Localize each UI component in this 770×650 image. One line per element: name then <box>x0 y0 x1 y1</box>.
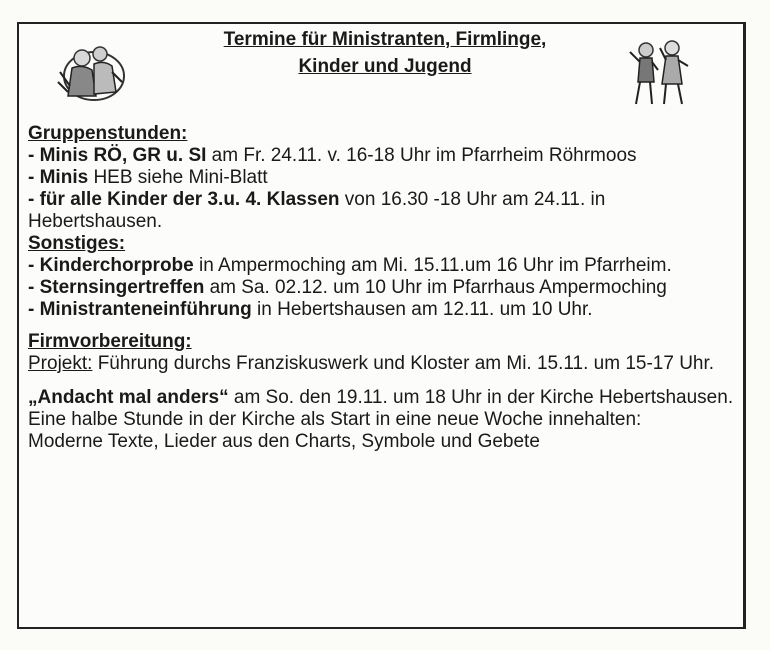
gruppen-item-2: - Minis HEB siehe Mini-Blatt <box>28 167 268 188</box>
firm-andacht: „Andacht mal anders“ am So. den 19.11. um 18 Uhr in der Kirche Hebertshausen. <box>28 387 734 408</box>
section-heading-firmvorbereitung: Firmvorbereitung: <box>28 331 192 352</box>
title-line-2: Kinder und Jugend <box>298 56 472 77</box>
sonstiges-item-2: - Sternsingertreffen am Sa. 02.12. um 10 Uhr im Pfarrhaus Ampermoching <box>28 277 667 298</box>
sonstiges-item-1: - Kinderchorprobe in Ampermoching am Mi. 15.11.um 16 Uhr im Pfarrheim. <box>28 255 672 276</box>
gruppen-item-1: - Minis RÖ, GR u. SI am Fr. 24.11. v. 16-18 Uhr im Pfarrheim Röhrmoos <box>28 145 637 166</box>
section-heading-sonstiges: Sonstiges: <box>28 233 126 254</box>
document-body <box>28 123 740 453</box>
section-heading-gruppenstunden: Gruppenstunden: <box>28 123 188 144</box>
children-clipart-icon <box>626 38 694 108</box>
firm-projekt: Projekt: Führung durchs Franziskuswerk und Kloster am Mi. 15.11. um 15-17 Uhr. <box>28 353 715 374</box>
title-line-1: Termine für Ministranten, Firmlinge, <box>223 29 547 50</box>
firm-andacht-line-3: Eine halbe Stunde in der Kirche als Start in eine neue Woche innehalten: <box>28 409 642 430</box>
gruppen-item-3: - für alle Kinder der 3.u. 4. Klassen von 16.30 -18 Uhr am 24.11. in Hebertshausen. <box>28 189 606 232</box>
sonstiges-item-3: - Ministranteneinführung in Hebertshausen am 12.11. um 10 Uhr. <box>28 299 593 320</box>
firm-andacht-line-4: Moderne Texte, Lieder aus den Charts, Symbole und Gebete <box>28 431 540 452</box>
ministrant-clipart-icon <box>50 42 130 104</box>
